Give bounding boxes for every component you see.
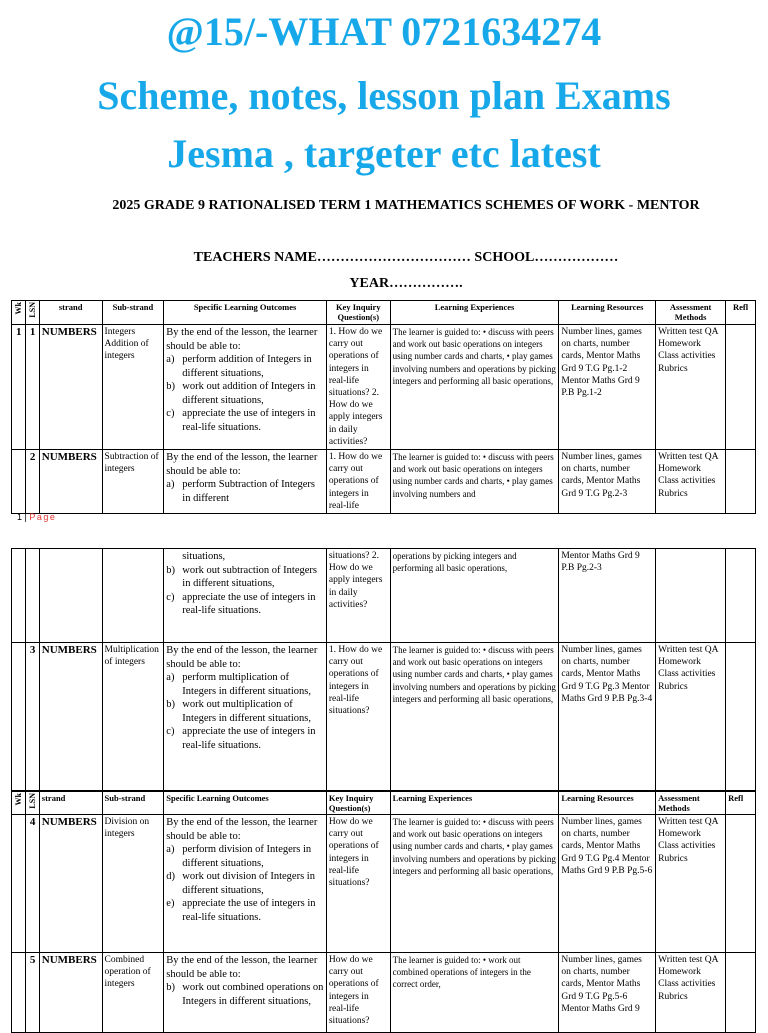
header-refl: Refl — [726, 301, 756, 325]
table-header-row — [12, 301, 756, 325]
header-lr: Learning Resources — [559, 301, 656, 325]
le-cell: The learner is guided to: • work out combined operations of integers in the correct order, — [390, 953, 559, 1033]
le-cell: operations by picking integers and performing all basic operations, — [390, 549, 559, 643]
kiq-cell: How do we carry out operations of integers in real-life situations? — [326, 953, 390, 1033]
slo-letter: a) — [166, 844, 175, 855]
slo-letter: e) — [166, 898, 175, 909]
header-lsn: LSN — [26, 301, 39, 325]
strand-cell: NUMBERS — [39, 325, 102, 450]
header-wk: Wk — [12, 792, 26, 815]
week-cell: 1 — [12, 325, 26, 450]
slo-item: situations, — [182, 551, 226, 562]
slo-intro: By the end of the lesson, the learner should be able to: — [166, 327, 318, 352]
week-cell — [12, 549, 26, 643]
slo-letter: c) — [166, 591, 175, 603]
table-row — [12, 643, 756, 791]
header-lsn: LSN — [26, 792, 39, 815]
scheme-table-page2-week — [11, 791, 756, 1033]
lesson-cell: 3 — [26, 643, 39, 791]
slo-letter: b) — [166, 564, 176, 576]
lr-cell: Number lines, games on charts, number cards, Mentor Maths Grd 9 T.G Pg.5-6 Mentor Maths Grd 9 — [559, 953, 656, 1033]
header-refl: Refl — [726, 792, 756, 815]
table-row — [12, 325, 756, 450]
slo-item: appreciate the use of integers in real-life situations. — [182, 898, 316, 923]
am-cell — [656, 549, 726, 643]
scheme-table-page1 — [11, 300, 756, 514]
ad-contact-line: @15/-WHAT 0721634274 — [166, 9, 602, 54]
table-row — [12, 953, 756, 1033]
slo-item: perform division of Integers in different situations, — [182, 844, 312, 869]
teacher-school-line: TEACHERS NAME…………………………… SCHOOL……………… — [193, 250, 619, 265]
lr-cell: Mentor Maths Grd 9 P.B Pg.2-3 — [559, 549, 656, 643]
lesson-cell: 5 — [26, 953, 39, 1033]
kiq-cell: 1. How do we carry out operations of integers in real-life situations? 2. How do we apply integers in daily activities? — [326, 325, 390, 450]
slo-intro: By the end of the lesson, the learner should be able to: — [166, 955, 318, 980]
slo-item: work out division of Integers in different situations, — [182, 871, 315, 896]
lr-cell: Number lines, games on charts, number cards, Mentor Maths Grd 9 T.G Pg.3 Mentor Maths Grd 9 P.B Pg.3-4 — [559, 643, 656, 791]
slo-item: work out addition of Integers in different situations, — [182, 381, 316, 406]
slo-intro: By the end of the lesson, the learner should be able to: — [166, 817, 318, 842]
strand-cell: NUMBERS — [39, 450, 102, 514]
header-slo: Specific Learning Outcomes — [164, 792, 327, 815]
slo-cell — [164, 815, 327, 953]
slo-letter: c) — [166, 726, 175, 737]
slo-intro: By the end of the lesson, the learner should be able to: — [166, 452, 318, 477]
slo-item: appreciate the use of integers in real-life situations. — [182, 591, 316, 616]
am-cell: Written test QA Homework Class activities Rubrics — [656, 325, 726, 450]
slo-item: perform multiplication of Integers in different situations, — [182, 672, 311, 697]
slo-item: work out multiplication of Integers in different situations, — [182, 699, 311, 724]
header-am: Assessment Methods — [656, 792, 726, 815]
slo-cell — [164, 643, 327, 791]
slo-letter: c) — [166, 408, 175, 419]
refl-cell — [726, 325, 756, 450]
slo-item: work out subtraction of Integers in different situations, — [182, 564, 317, 589]
lr-cell: Number lines, games on charts, number cards, Mentor Maths Grd 9 T.G Pg.4 Mentor Maths Grd 9 P.B Pg.5-6 — [559, 815, 656, 953]
slo-cell — [164, 549, 327, 643]
slo-letter: d) — [166, 871, 176, 882]
table-row — [12, 815, 756, 953]
slo-letter: b) — [166, 982, 176, 993]
strand-cell — [39, 549, 102, 643]
lr-cell: Number lines, games on charts, number cards, Mentor Maths Grd 9 T.G Pg.1-2 Mentor Maths Grd 9 P.B Pg.1-2 — [559, 325, 656, 450]
strand-cell: NUMBERS — [39, 643, 102, 791]
am-cell: Written test QA Homework Class activities Rubrics — [656, 953, 726, 1033]
sub-strand-cell — [102, 549, 164, 643]
le-cell: The learner is guided to: • discuss with peers and work out basic operations on integers using number cards and charts, • play games involving numbers and — [390, 450, 559, 514]
year-line: YEAR……………. — [349, 276, 463, 291]
slo-item: perform Subtraction of Integers in different — [182, 479, 315, 504]
slo-item: work out combined operations on Integers in different situations, — [182, 982, 324, 1007]
sub-strand-cell: Integers Addition of integers — [102, 325, 164, 450]
sub-strand-cell: Multiplication of integers — [102, 643, 164, 791]
slo-letter — [166, 550, 182, 564]
header-le: Learning Experiences — [390, 301, 559, 325]
header-sub-strand: Sub-strand — [102, 792, 164, 815]
slo-letter: b) — [166, 699, 176, 710]
lesson-cell: 2 — [26, 450, 39, 514]
slo-letter: a) — [166, 354, 175, 365]
header-strand: strand — [39, 301, 102, 325]
refl-cell — [726, 549, 756, 643]
slo-item: appreciate the use of integers in real-life situations. — [182, 726, 316, 751]
am-cell: Written test QA Homework Class activities Rubrics — [656, 643, 726, 791]
slo-intro: By the end of the lesson, the learner should be able to: — [166, 645, 318, 670]
week-cell — [12, 643, 26, 791]
slo-letter: a) — [166, 672, 175, 683]
header-sub-strand: Sub-strand — [102, 301, 164, 325]
header-kiq: Key Inquiry Question(s) — [326, 792, 390, 815]
slo-cell — [164, 325, 327, 450]
refl-cell — [726, 953, 756, 1033]
slo-letter: a) — [166, 479, 175, 491]
scheme-table-page2 — [11, 548, 756, 791]
kiq-cell: situations? 2. How do we apply integers in daily activities? — [326, 549, 390, 643]
kiq-cell: 1. How do we carry out operations of integers in real-life — [326, 450, 390, 514]
sub-strand-cell: Combined operation of integers — [102, 953, 164, 1033]
strand-cell: NUMBERS — [39, 815, 102, 953]
slo-cell — [164, 450, 327, 514]
refl-cell — [726, 815, 756, 953]
header-lr: Learning Resources — [559, 792, 656, 815]
slo-letter: b) — [166, 381, 176, 392]
ad-products-line: Scheme, notes, lesson plan Exams — [97, 73, 671, 118]
table-row — [12, 549, 756, 643]
header-slo: Specific Learning Outcomes — [164, 301, 327, 325]
header-le: Learning Experiences — [390, 792, 559, 815]
header-kiq: Key Inquiry Question(s) — [326, 301, 390, 325]
strand-cell: NUMBERS — [39, 953, 102, 1033]
sub-strand-cell: Division on integers — [102, 815, 164, 953]
le-cell: The learner is guided to: • discuss with peers and work out basic operations on integers using number cards and charts, • play games involving numbers and operations by picking integers and performing all basic operations, — [390, 325, 559, 450]
refl-cell — [726, 450, 756, 514]
page-number: 1 | Page — [17, 512, 57, 522]
kiq-cell: 1. How do we carry out operations of integers in real-life situations? — [326, 643, 390, 791]
lesson-cell: 4 — [26, 815, 39, 953]
slo-item: perform addition of Integers in different situations, — [182, 354, 312, 379]
lesson-cell: 1 — [26, 325, 39, 450]
sub-strand-cell: Subtraction of integers — [102, 450, 164, 514]
week-cell — [12, 815, 26, 953]
lr-cell: Number lines, games on charts, number cards, Mentor Maths Grd 9 T.G Pg.2-3 — [559, 450, 656, 514]
lesson-cell — [26, 549, 39, 643]
le-cell: The learner is guided to: • discuss with peers and work out basic operations on integers using number cards and charts, • play games involving numbers and operations by picking integers and performing all basic operations, — [390, 643, 559, 791]
header-wk: Wk — [12, 301, 26, 325]
refl-cell — [726, 643, 756, 791]
week-cell — [12, 953, 26, 1033]
week-cell — [12, 450, 26, 514]
table-row — [12, 450, 756, 514]
header-am: Assessment Methods — [656, 301, 726, 325]
table-header-row — [12, 792, 756, 815]
am-cell: Written test QA Homework Class activities Rubrics — [656, 450, 726, 514]
slo-cell — [164, 953, 327, 1033]
am-cell: Written test QA Homework Class activities Rubrics — [656, 815, 726, 953]
ad-publishers-line: Jesma , targeter etc latest — [167, 131, 601, 176]
slo-item: appreciate the use of integers in real-life situations. — [182, 408, 316, 433]
document-title: 2025 GRADE 9 RATIONALISED TERM 1 MATHEMATICS SCHEMES OF WORK - MENTOR — [112, 198, 700, 213]
kiq-cell: How do we carry out operations of integers in real-life situations? — [326, 815, 390, 953]
header-strand: strand — [39, 792, 102, 815]
le-cell: The learner is guided to: • discuss with peers and work out basic operations on integers using number cards and charts, • play games involving numbers and operations by picking integers and performing all basic operations, — [390, 815, 559, 953]
